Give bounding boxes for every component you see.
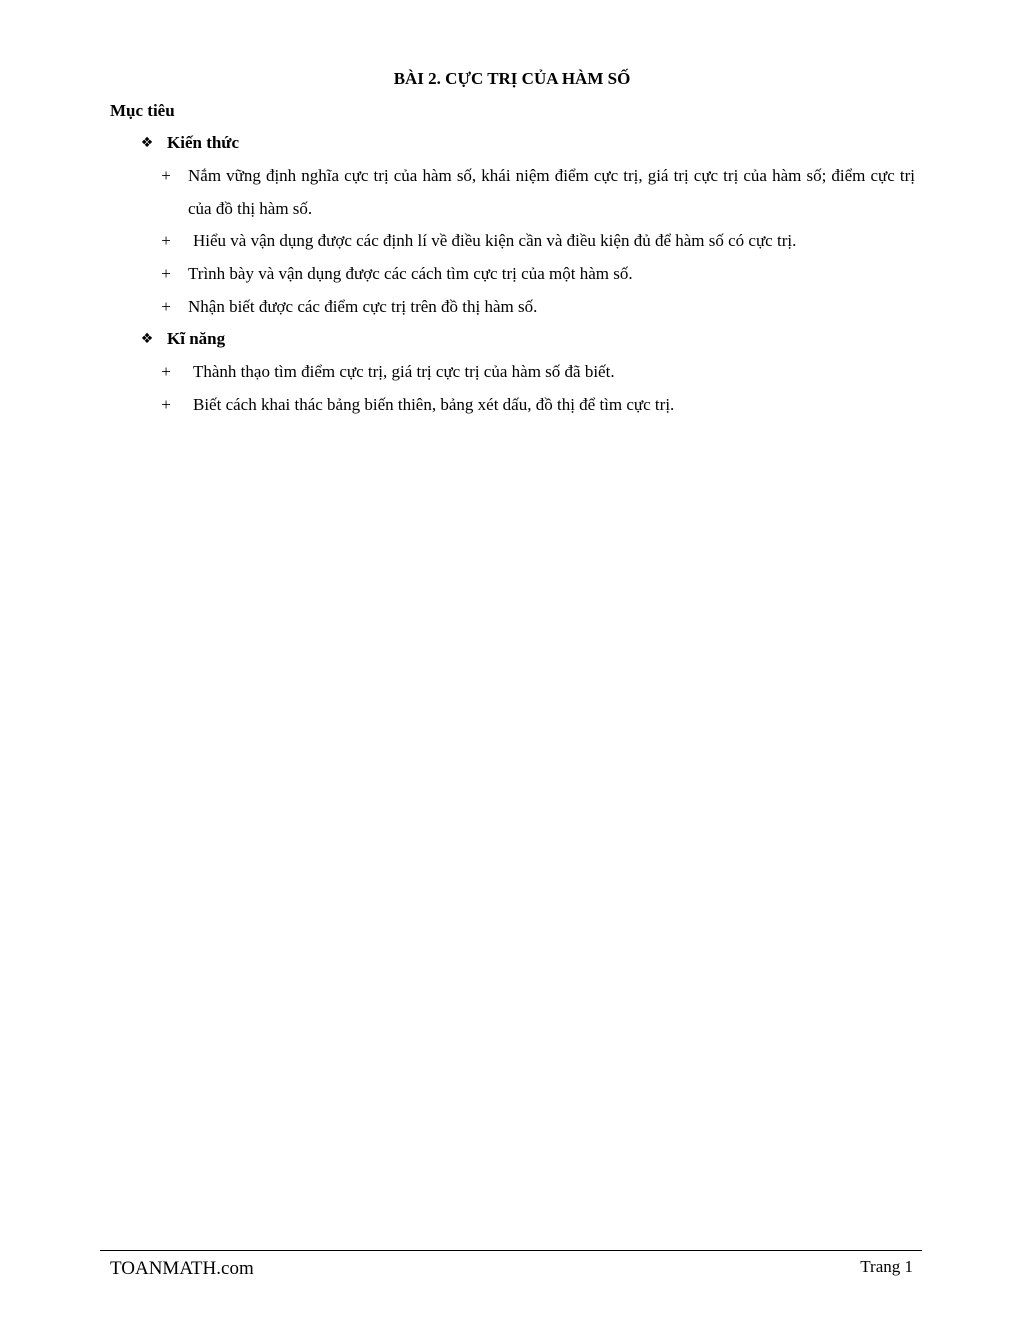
plus-bullet-icon: +: [161, 395, 171, 414]
list-item: [159, 159, 915, 225]
page-title: BÀI 2. CỰC TRỊ CỦA HÀM SỐ: [393, 69, 631, 88]
list-item: [159, 224, 915, 257]
list-item: [159, 388, 915, 421]
list-item: [159, 355, 915, 388]
section-heading-skills: [138, 328, 225, 350]
footer-site: TOANMATH.com: [110, 1258, 254, 1279]
list-item-text: Trình bày và vận dụng được các cách tìm cực trị của một hàm số.: [188, 264, 633, 283]
plus-bullet-icon: +: [161, 297, 171, 316]
list-item-text: Nắm vững định nghĩa cực trị của hàm số, khái niệm điểm cực trị, giá trị cực trị của hàm số; điểm cực trị của đồ thị hàm số.: [188, 166, 915, 218]
list-item-text: Hiểu và vận dụng được các định lí về điều kiện cần và điều kiện đủ để hàm số có cực trị.: [193, 231, 797, 250]
section-heading-label: Kĩ năng: [167, 329, 226, 348]
section-heading-knowledge: [138, 132, 239, 154]
footer-page-number: Trang 1: [860, 1257, 913, 1276]
section-heading-label: Kiến thức: [167, 133, 240, 152]
plus-bullet-icon: +: [161, 166, 171, 185]
list-item: [159, 257, 915, 290]
diamond-bullet-icon: ❖: [140, 331, 154, 347]
plus-bullet-icon: +: [161, 231, 171, 250]
list-item: [159, 290, 915, 323]
list-item-text: Biết cách khai thác bảng biến thiên, bảng xét dấu, đồ thị để tìm cực trị.: [193, 395, 675, 414]
plus-bullet-icon: +: [161, 362, 171, 381]
footer-divider: [100, 1250, 922, 1251]
list-item-text: Nhận biết được các điểm cực trị trên đồ thị hàm số.: [188, 297, 538, 316]
diamond-bullet-icon: ❖: [140, 135, 154, 151]
plus-bullet-icon: +: [161, 264, 171, 283]
list-item-text: Thành thạo tìm điểm cực trị, giá trị cực trị của hàm số đã biết.: [193, 362, 615, 381]
objective-heading: Mục tiêu: [110, 101, 175, 120]
